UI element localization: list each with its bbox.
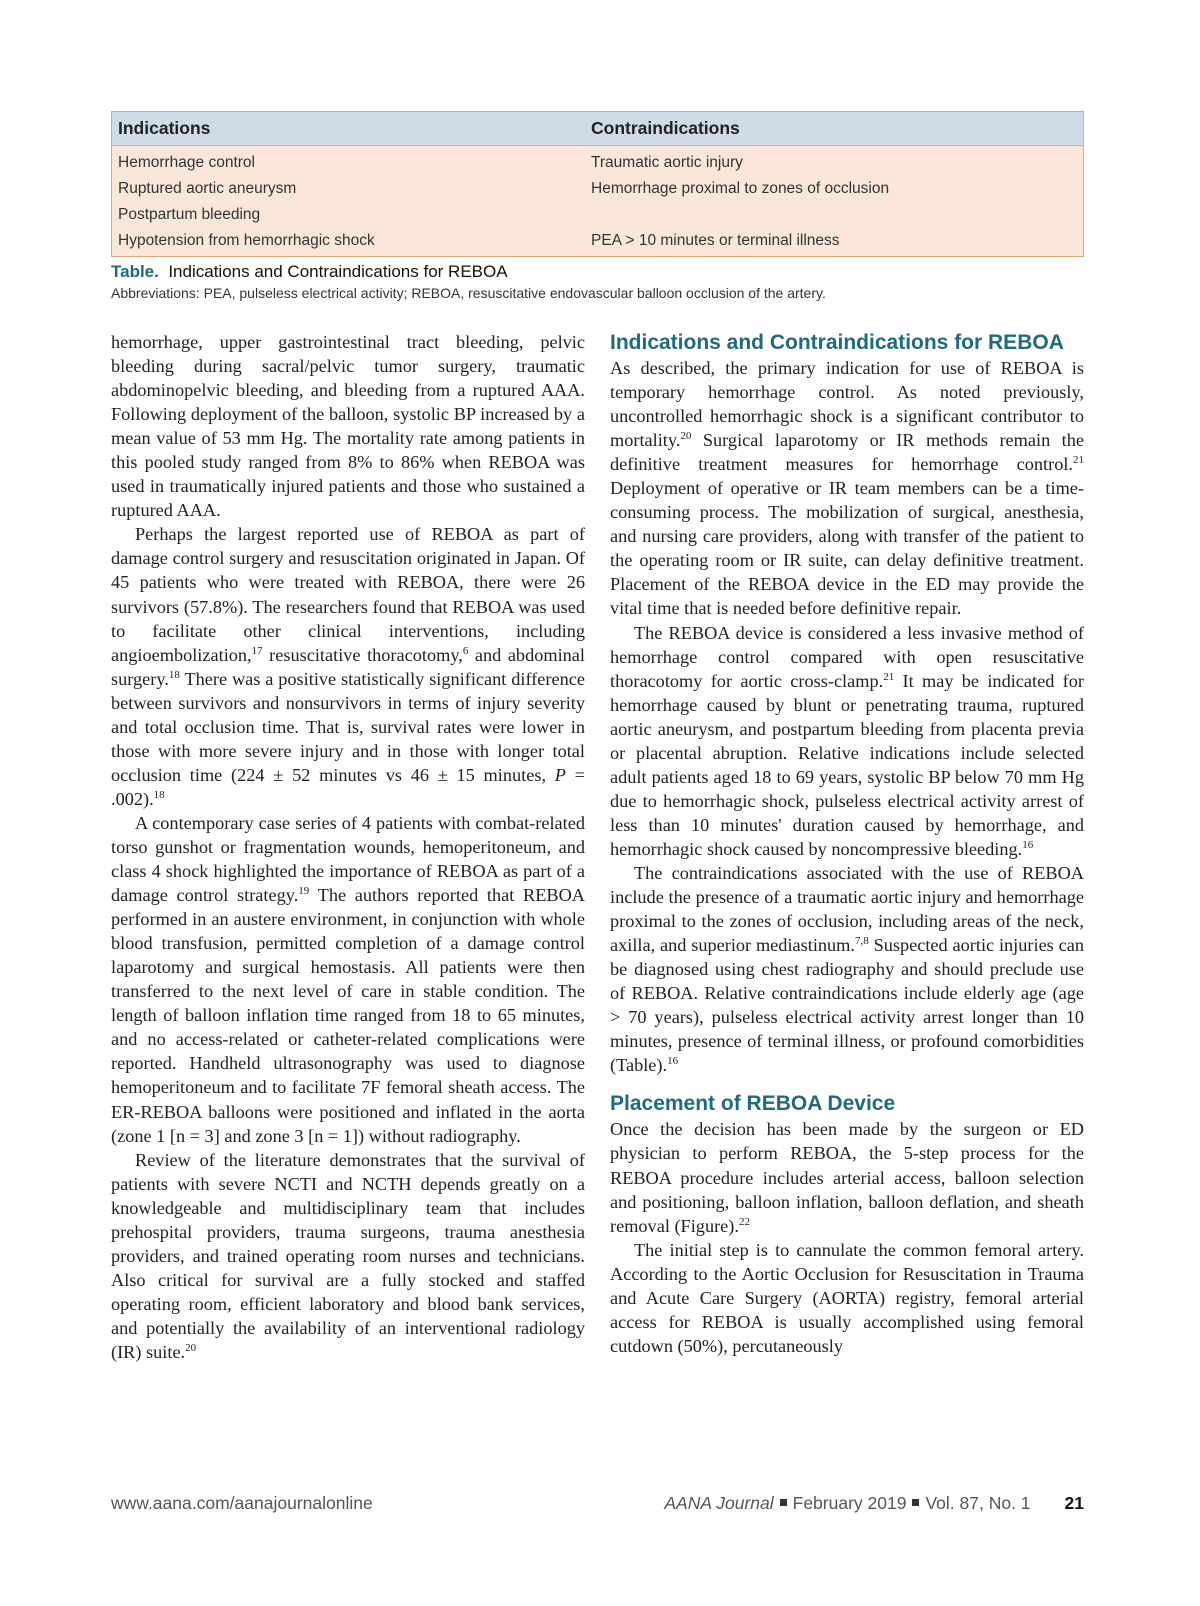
paragraph-text: Perhaps the largest reported use of REBOA as part of damage control surgery and resuscitation originated in Japan. Of 45 patients who were treated with REBOA, there were 26 survivors (57.8%). The researchers found that REBOA was used to facilitate other clinical interventions, including angioembolization, [111,524,585,665]
left-column [111,330,585,1364]
paragraph-text: = .002). [111,764,585,809]
citation: 18 [168,668,180,681]
contraindications-header: Contraindications [591,118,740,138]
paragraph [111,1148,585,1364]
paragraph-text: As described, the primary indication for use of REBOA is temporary hemorrhage control. As noted previously, uncontrolled hemorrhagic shock is a significant contributor to mortality. [610,358,1084,451]
contraindication-cell: Hemorrhage proximal to zones of occlusion [591,180,890,197]
right-column [610,330,1084,1358]
journal-citation [664,1493,1084,1514]
paragraph-text: A contemporary case series of 4 patients with combat-related torso gunshot or fragmentation wounds, hemoperitoneum, and class 4 shock highlighted the importance of REBOA as part of a damage control strategy. [111,812,585,906]
table-row [112,228,1083,254]
paragraph-text: The contraindications associated with the use of REBOA include the presence of a traumatic aortic injury and hemorrhage proximal to the zones of occlusion, including areas of the neck, axilla, and superior mediastinum. [610,862,1084,956]
bullet-separator [912,1499,919,1506]
table-caption [111,262,1091,301]
citation: 17 [251,644,263,657]
paragraph [610,1238,1084,1358]
paragraph [610,861,1084,1077]
page-number: 21 [1064,1493,1084,1513]
paragraph [111,330,585,522]
section-heading: Placement of REBOA Device [610,1092,896,1116]
paragraph-text: resuscitative thoracotomy, [262,644,463,665]
paragraph [610,621,1084,861]
citation: 16 [667,1055,679,1068]
indications-table [111,111,1084,257]
indication-cell: Hypotension from hemorrhagic shock [118,232,375,249]
indications-header: Indications [118,118,211,138]
paragraph-text: It may be indicated for hemorrhage caused by blunt or penetrating trauma, ruptured aortic aneurysm, and postpartum bleeding from placenta previa or placental abruption. Relative indications include selected adult patients aged 18 to 69 years, systolic BP below 70 mm Hg due to hemorrhagic shock, pulseless electrical activity arrest of less than 10 minutes' duration caused by hemorrhage, and hemorrhagic shock caused by noncompressive bleeding. [610,670,1084,859]
paragraph-text: Suspected aortic injuries can be diagnosed using chest radiography and should preclude use of REBOA. Relative contraindications include elderly age (age > 70 years), pulseless electrical activity arrest longer than 10 minutes, presence of terminal illness, or profound comorbidities (Table). [610,935,1084,1076]
paragraph-text: There was a positive statistically significant difference between survivors and nonsurvivors in terms of injury severity and total occlusion time. That is, survival rates were lower in those with more severe injury and in those with longer total occlusion time (224 ± 52 minutes vs 46 ± 15 minutes, [111,668,585,785]
table-row [112,150,1083,176]
paragraph [610,1117,1084,1237]
journal-url[interactable]: www.aana.com/aanajournalonline [111,1493,373,1513]
citation: 22 [738,1215,750,1228]
volume-info: Vol. 87, No. 1 [925,1493,1031,1513]
contraindication-cell: Traumatic aortic injury [591,154,743,171]
citation: 21 [1073,454,1084,467]
paragraph-text: The initial step is to cannulate the common femoral artery. According to the Aortic Occlusion for Resuscitation in Trauma and Acute Care Surgery (AORTA) registry, femoral arterial access for REBOA is usually accomplished using femoral cutdown (50%), percutaneously [610,1239,1084,1356]
citation: 6 [462,644,469,657]
caption-title: Indications and Contraindications for REBOA [168,262,508,281]
indication-cell: Postpartum bleeding [118,206,261,223]
paragraph [111,522,585,811]
citation: 18 [153,788,165,801]
paragraph-text: Deployment of operative or IR team members can be a time-consuming process. The mobilization of surgical, anesthesia, and nursing care providers, along with transfer of the patient to the operating room or IR suite, can delay definitive treatment. Placement of the REBOA device in the ED may provide the vital time that is needed before definitive repair. [610,478,1084,619]
caption-abbreviations: Abbreviations: PEA, pulseless electrical activity; REBOA, resuscitative endovascular balloon occlusion of the artery. [111,285,826,301]
citation: 7,8 [854,935,869,948]
caption-title-line [111,262,1091,282]
table-header [112,112,1083,146]
paragraph-text: The REBOA device is considered a less invasive method of hemorrhage control compared with open resuscitative thoracotomy for aortic cross-clamp. [610,622,1084,691]
paragraph-text: Once the decision has been made by the surgeon or ED physician to perform REBOA, the 5-step process for the REBOA procedure includes arterial access, balloon selection and positioning, balloon inflation, balloon deflation, and sheath removal (Figure). [610,1119,1084,1236]
paragraph [610,356,1084,621]
paragraph-text: Surgical laparotomy or IR methods remain the definitive treatment measures for hemorrhage control. [610,430,1084,475]
citation: 19 [298,885,310,898]
citation: 21 [883,670,895,683]
paragraph-text: and abdominal surgery. [111,644,585,689]
contraindication-cell: PEA > 10 minutes or terminal illness [591,232,840,249]
journal-name: AANA Journal [664,1493,774,1513]
indication-cell: Hemorrhage control [118,154,255,171]
paragraph [111,811,585,1148]
page-footer [111,1493,1084,1517]
table-row [112,176,1083,202]
citation: 20 [185,1341,197,1354]
bullet-separator [780,1499,787,1506]
p-value-symbol: P [554,764,566,785]
citation: 20 [680,430,692,443]
caption-label: Table. [111,262,159,281]
indication-cell: Ruptured aortic aneurysm [118,180,297,197]
issue-date: February 2019 [792,1493,907,1513]
section-heading: Indications and Contraindications for REBOA [610,331,1064,354]
paragraph-text: The authors reported that REBOA performed in an austere environment, in conjunction with whole blood transfusion, permitted completion of a damage control laparotomy and surgical hemostasis. All patients were then transferred to the next level of care in stable condition. The length of balloon inflation time ranged from 18 to 65 minutes, and no access-related or catheter-related complications were reported. Handheld ultrasonography was used to diagnose hemoperitoneum and to facilitate 7F femoral sheath access. The ER-REBOA balloons were positioned and inflated in the aorta (zone 1 [n = 3] and zone 3 [n = 1]) without radiography. [111,885,585,1146]
paragraph-text: hemorrhage, upper gastrointestinal tract bleeding, pelvic bleeding during sacral/pelvic tumor surgery, traumatic abdominopelvic bleeding, and bleeding from a ruptured AAA. Following deployment of the balloon, systolic BP increased by a mean value of 53 mm Hg. The mortality rate among patients in this pooled study ranged from 8% to 86% when REBOA was used in traumatically injured patients and those who sustained a ruptured AAA. [111,332,585,521]
paragraph-text: Review of the literature demonstrates that the survival of patients with severe NCTI and NCTH depends greatly on a knowledgeable and multidisciplinary team that includes prehospital providers, trauma surgeons, trauma anesthesia providers, and trained operating room nurses and technicians. Also critical for survival are a fully stocked and staffed operating room, efficient laboratory and blood bank services, and potentially the availability of an interventional radiology (IR) suite. [111,1149,585,1362]
citation: 16 [1022,838,1034,851]
table-row [112,202,1083,228]
